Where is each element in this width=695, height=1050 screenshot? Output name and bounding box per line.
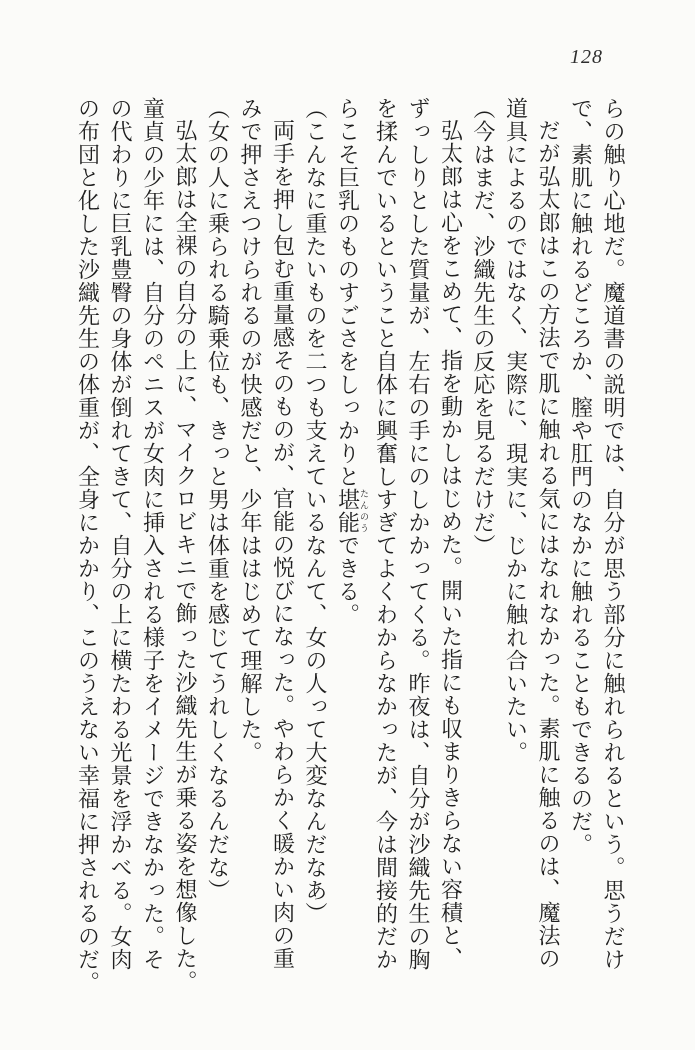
text-line: だが弘太郎はこの方法で肌に触れる気にはなれなかった。素肌に触るのは、魔法の [536,119,561,970]
text-line: みで押さえつけられるのが快感だと、少年ははじめて理解した。 [238,97,263,764]
text-line: （こんなに重たいものを二つも支えているなんて、女の人って大変なんだなあ） [303,97,328,925]
text-line: 弘太郎は全裸の自分の上に、マイクロビキニで飾った沙織先生が乗る姿を想像した。 [173,119,198,993]
text-line: の布団と化した沙織先生の体重が、全身にかかり、このうえない幸福に押されるのだ。 [75,97,101,994]
text-line: らの触り心地だ。魔道書の説明では、自分が思う部分に触れられるという。思うだけ [601,97,626,971]
text-line: を揉んでいるということ自体に興奮しすぎてよくわからなかったが、今は間接的だか [373,97,399,971]
text-line: の代わりに巨乳豊臀の身体が倒れてきて、自分の上に横たわる光景を浮かべる。女肉 [108,97,133,971]
text-line: 弘太郎は心をこめて、指を動かしはじめた。開いた指にも収まりきらない容積と、 [438,119,464,970]
text-line: で、素肌に触れるどころか、膣や肛門のなかに触れることもできるのだ。 [568,97,594,856]
text-line: 両手を押し包む重量感そのものが、官能の悦びになった。やわらかく暖かい肉の重 [270,119,296,970]
text-block [71,97,629,994]
furigana-ruby: 堪能たんのう [335,488,369,534]
text-line: 道具によるのではなく、実際に、現実に、じかに触れ合いたい。 [503,97,529,764]
text-line: （今はまだ、沙織先生の反応を見るだけだ） [471,97,496,557]
text-line: （女の人に乗られる騎乗位も、きっと男は体重を感じてうれしくなるんだな） [205,97,231,902]
text-line: ずっしりとした質量が、左右の手にのしかかってくる。昨夜は、自分が沙織先生の胸 [406,97,431,971]
text-line: 童貞の少年には、自分のペニスが女肉に挿入される様子をイメージできなかった。そ [140,97,166,971]
page-number: 128 [570,46,603,68]
text-line: らこそ巨乳のものすごさをしっかりと堪能たんのうできる。 [335,97,369,626]
